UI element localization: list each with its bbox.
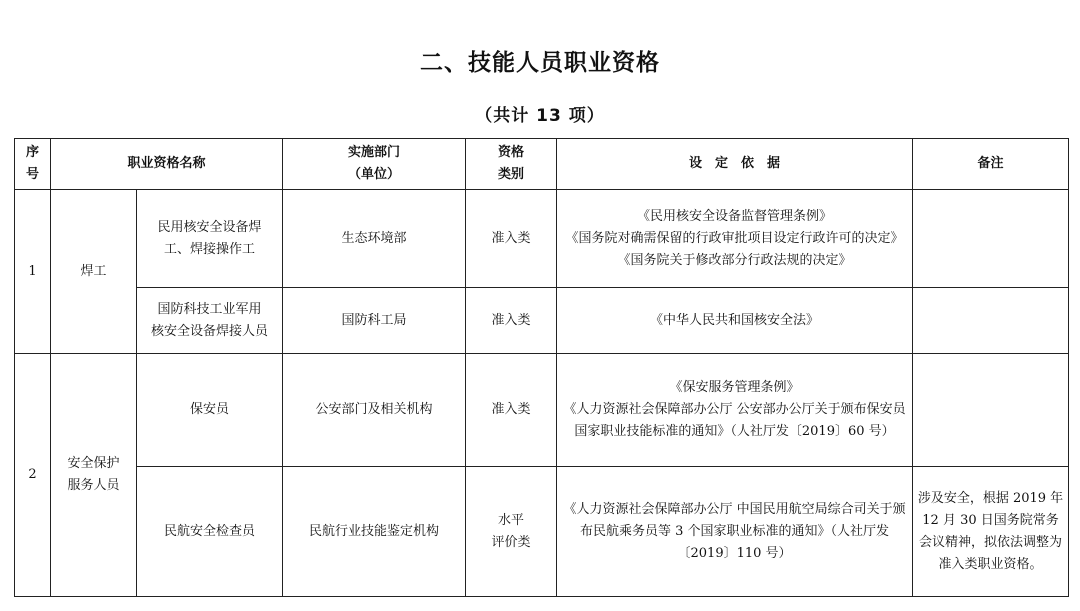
row-basis: 《中华人民共和国核安全法》 xyxy=(557,288,913,354)
header-seq: 序 号 xyxy=(15,139,51,190)
row-qualification-name: 国防科技工业军用 核安全设备焊接人员 xyxy=(137,288,283,354)
row-group-name: 焊工 xyxy=(51,190,137,354)
row-group-name: 安全保护 服务人员 xyxy=(51,354,137,597)
header-category: 资格 类别 xyxy=(466,139,557,190)
table-row xyxy=(15,467,1069,597)
row-basis: 《人力资源社会保障部办公厅 中国民用航空局综合司关于颁布民航乘务员等 3 个国家职业标准的通知》（人社厅发〔2019〕110 号） xyxy=(557,467,913,597)
row-qualification-name: 民用核安全设备焊 工、焊接操作工 xyxy=(137,190,283,288)
row-department: 公安部门及相关机构 xyxy=(283,354,466,467)
row-basis: 《民用核安全设备监督管理条例》 《国务院对确需保留的行政审批项目设定行政许可的决定》 《国务院关于修改部分行政法规的决定》 xyxy=(557,190,913,288)
header-basis: 设 定 依 据 xyxy=(557,139,913,190)
page-subtitle: （共计 13 项） xyxy=(475,106,605,126)
row-seq: 2 xyxy=(15,354,51,597)
table-header-row xyxy=(15,139,1069,190)
row-seq: 1 xyxy=(15,190,51,354)
row-category: 准入类 xyxy=(466,190,557,288)
row-category: 准入类 xyxy=(466,354,557,467)
qualification-table xyxy=(14,138,1069,597)
header-dept: 实施部门 （单位） xyxy=(283,139,466,190)
row-qualification-name: 民航安全检查员 xyxy=(137,467,283,597)
row-basis: 《保安服务管理条例》 《人力资源社会保障部办公厅 公安部办公厅关于颁布保安员国家职业技能标准的通知》（人社厅发〔2019〕60 号） xyxy=(557,354,913,467)
row-category: 准入类 xyxy=(466,288,557,354)
row-remark xyxy=(913,354,1069,467)
row-qualification-name: 保安员 xyxy=(137,354,283,467)
row-department: 民航行业技能鉴定机构 xyxy=(283,467,466,597)
row-remark: 涉及安全，根据 2019 年 12 月 30 日国务院常务会议精神，拟依法调整为准入类职业资格。 xyxy=(913,467,1069,597)
row-department: 国防科工局 xyxy=(283,288,466,354)
page-title: 二、技能人员职业资格 xyxy=(420,50,660,76)
table-row xyxy=(15,354,1069,467)
row-category: 水平 评价类 xyxy=(466,467,557,597)
row-remark xyxy=(913,288,1069,354)
header-name: 职业资格名称 xyxy=(51,139,283,190)
table-row xyxy=(15,190,1069,288)
row-remark xyxy=(913,190,1069,288)
row-department: 生态环境部 xyxy=(283,190,466,288)
header-remark: 备注 xyxy=(913,139,1069,190)
table-row xyxy=(15,288,1069,354)
